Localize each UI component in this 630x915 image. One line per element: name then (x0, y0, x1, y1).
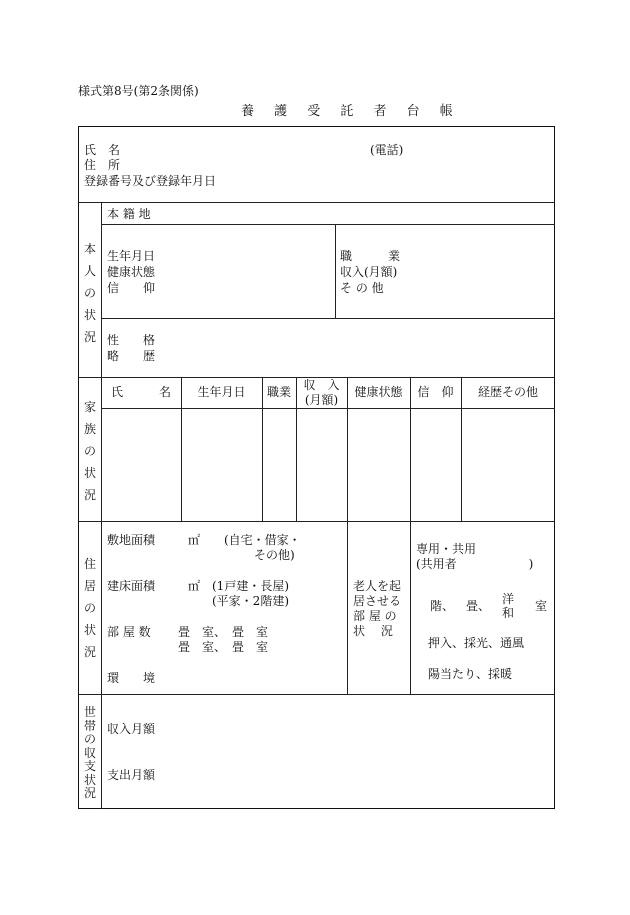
unit-m2: ㎡ (188, 533, 201, 547)
use-label: 専用・共用 (416, 542, 477, 556)
floor-area-label: 建床面積 (107, 579, 156, 593)
character-label: 性 格 (107, 333, 156, 347)
elder-room-label: 居させる (353, 594, 402, 608)
divider (78, 694, 555, 695)
income-label: 収入(月額) (340, 265, 398, 279)
divider (101, 202, 102, 809)
divider (101, 408, 555, 409)
page-title: 養 護 受 託 者 台 帳 (241, 104, 461, 119)
column-header: 収 入 (303, 378, 340, 392)
column-header: 経歴その他 (477, 385, 538, 399)
site-type: その他) (254, 548, 295, 562)
other-label: そ の 他 (340, 281, 384, 295)
form-number: 様式第8号(第2条関係) (78, 84, 199, 98)
registration-label: 登録番号及び登録年月日 (84, 174, 217, 188)
column-header: 氏 名 (110, 385, 171, 399)
floor-type: (平家・2階建) (212, 594, 289, 608)
column-header: 信 仰 (417, 385, 454, 399)
job-label: 職 業 (340, 249, 401, 263)
history-label: 略 歴 (107, 349, 156, 363)
name-label: 氏 名 (84, 143, 121, 157)
section-household-label: 世 帯 の 収 支 状 況 (83, 705, 96, 800)
site-type: (自宅・借家・ (224, 533, 301, 547)
address-label: 住 所 (84, 158, 121, 172)
ledger-table (78, 126, 555, 809)
divider (410, 521, 411, 694)
section-family-label: 家 族 の 状 況 (83, 400, 96, 502)
phone-label: (電話) (370, 143, 404, 157)
elder-room-label: 部 屋 の (353, 609, 397, 623)
divider (78, 202, 555, 203)
room-word: 室 (535, 599, 548, 613)
section-housing-label: 住 居 の 状 況 (83, 557, 96, 659)
sharer-label: (共用者 ) (416, 557, 534, 571)
rooms-value: 畳 室、 畳 室 (178, 640, 269, 654)
rooms-label: 部 屋 数 (107, 625, 151, 639)
unit-m2: ㎡ (188, 579, 201, 593)
floor-type: (1戸建・長屋) (212, 579, 289, 593)
floor-word: 階、 (430, 599, 455, 613)
column-header: (月額) (304, 393, 339, 407)
divider (335, 224, 336, 318)
mat-word: 畳、 (466, 599, 491, 613)
divider (347, 521, 348, 694)
divider (78, 521, 555, 522)
divider (101, 318, 555, 319)
faith-label: 信 仰 (107, 281, 156, 295)
column-header: 職業 (266, 385, 291, 399)
site-area-label: 敷地面積 (107, 533, 156, 547)
divider (101, 224, 555, 225)
column-header: 生年月日 (197, 385, 246, 399)
domicile-label: 本 籍 地 (107, 207, 151, 221)
rooms-value: 畳 室、 畳 室 (178, 625, 269, 639)
elder-room-label: 状 況 (353, 624, 393, 638)
storage-label: 押入、採光、通風 (428, 636, 525, 650)
birth-label: 生年月日 (107, 249, 156, 263)
health-label: 健康状態 (107, 265, 156, 279)
monthly-income-label: 収入月額 (107, 722, 156, 736)
sunlight-label: 陽当たり、採暖 (428, 667, 513, 681)
monthly-expense-label: 支出月額 (107, 768, 156, 782)
column-header: 健康状態 (354, 385, 403, 399)
environment-label: 環 境 (107, 671, 156, 685)
section-self-label: 本 人 の 状 況 (83, 242, 96, 344)
elder-room-label: 老人を起 (353, 579, 402, 593)
japanese-word: 和 (502, 606, 515, 620)
western-word: 洋 (502, 592, 515, 606)
